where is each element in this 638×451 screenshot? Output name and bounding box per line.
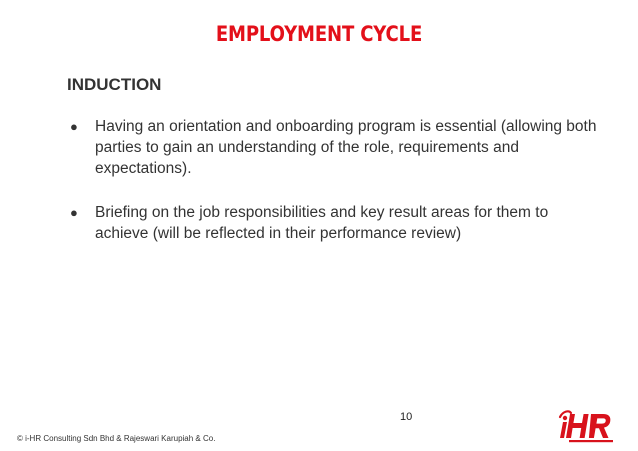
bullet-dot-icon: ● <box>70 205 78 220</box>
ihr-logo <box>557 408 619 444</box>
section-heading: INDUCTION <box>67 75 162 94</box>
page-number: 10 <box>400 411 413 423</box>
bullet-dot-icon: ● <box>70 119 78 134</box>
footer-copyright: © i-HR Consulting Sdn Bhd & Rajeswari Karupiah & Co. <box>17 434 216 443</box>
bullet-list <box>67 116 597 267</box>
bullet-text: Briefing on the job responsibilities and key result areas for them to achieve (will be reflected in their performance review) <box>95 204 549 242</box>
bullet-item <box>67 116 597 179</box>
bullet-text: Having an orientation and onboarding program is essential (allowing both parties to gain an understanding of the role, requirements and expectations). <box>95 118 597 177</box>
slide-title: EMPLOYMENT CYCLE <box>215 22 423 46</box>
bullet-item <box>67 202 597 244</box>
logo-mark <box>560 411 613 442</box>
